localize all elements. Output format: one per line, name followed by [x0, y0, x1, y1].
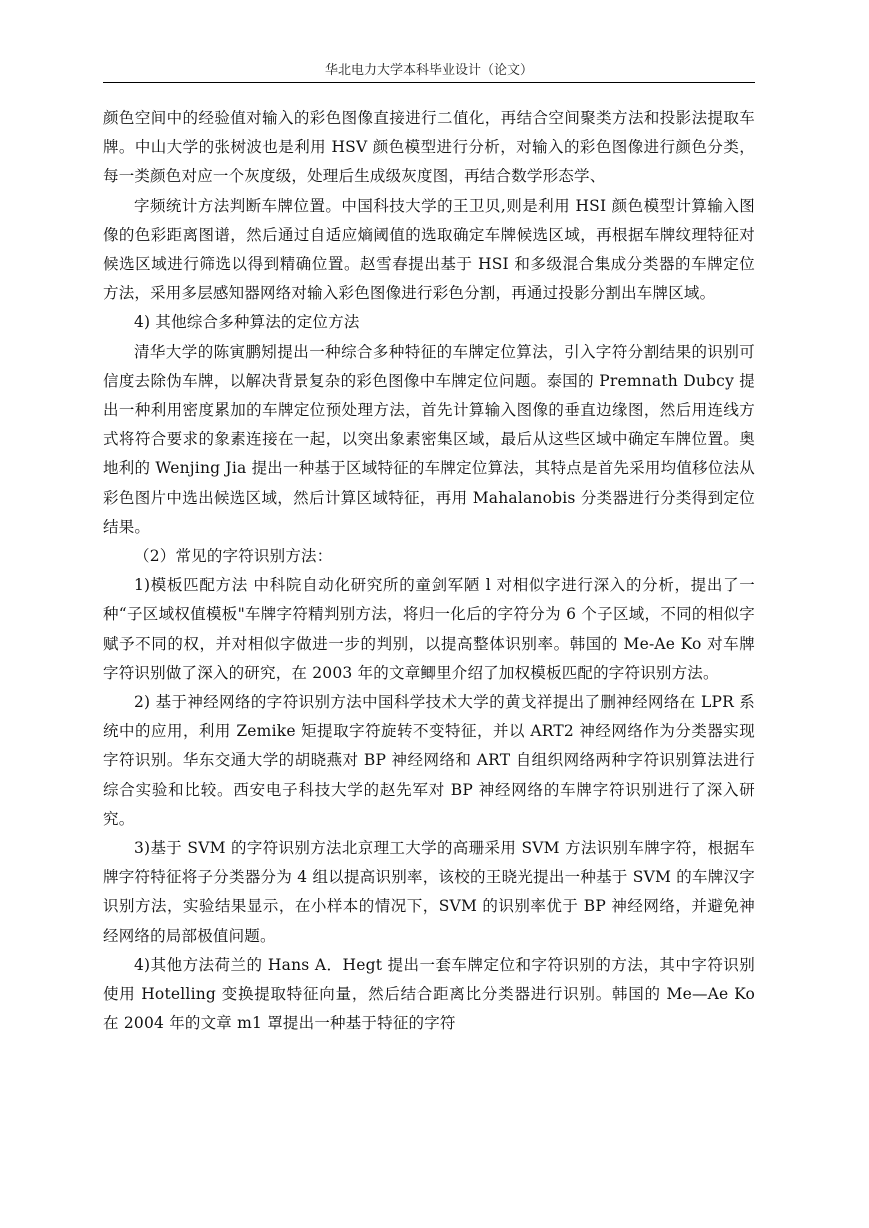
body-text [103, 104, 755, 1039]
paragraph: 1)模板匹配方法 中科院自动化研究所的童剑军陋 l 对相似字进行深入的分析，提出了一种“子区域权值模板"车牌字符精判别方法，将归一化后的字符分为 6 个子区域，不同的相似字赋予不同的权，并对相似字做进一步的判别，以提高整体识别率。韩国的 Me-Ae Ko 对车牌字符识别做了深入的研究，在 2003 年的文章鲫里介绍了加权模板匹配的字符识别方法。 [103, 576, 755, 682]
subheading-other-location-methods: 4) 其他综合多种算法的定位方法 [134, 313, 360, 332]
paragraph: 3)基于 SVM 的字符识别方法北京理工大学的高珊采用 SVM 方法识别车牌字符，根据车牌字符特征将子分类器分为 4 组以提高识别率，该校的王晓光提出一种基于 SVM 的车牌汉字识别方法，实验结果显示，在小样本的情况下，SVM 的识别率优于 BP 神经网络，并避免神经网络的局部极值问题。 [103, 839, 755, 945]
subheading-character-recognition: （2）常见的字符识别方法： [134, 547, 333, 566]
paragraph: 颜色空间中的经验值对输入的彩色图像直接进行二值化，再结合空间聚类方法和投影法提取车牌。中山大学的张树波也是利用 HSV 颜色模型进行分析，对输入的彩色图像进行颜色分类，每一类颜色对应一个灰度级，处理后生成级灰度图，再结合数学形态学、 [103, 109, 755, 186]
paragraph: 字频统计方法判断车牌位置。中国科技大学的王卫贝,则是利用 HSI 颜色模型计算输入图像的色彩距离图谱，然后通过自适应熵阈值的选取确定车牌候选区域，再根据车牌纹理特征对候选区域进行筛选以得到精确位置。赵雪春提出基于 HSI 和多级混合集成分类器的车牌定位方法，采用多层感知器网络对输入彩色图像进行彩色分割，再通过投影分割出车牌区域。 [103, 196, 755, 303]
header-divider [103, 82, 755, 83]
paragraph: 4)其他方法荷兰的 Hans A．Hegt 提出一套车牌定位和字符识别的方法，其中字符识别使用 Hotelling 变换提取特征向量，然后结合距离比分类器进行识别。韩国的 Me—Ae Ko 在 2004 年的文章 m1 罩提出一种基于特征的字符 [103, 955, 755, 1033]
paragraph: 2) 基于神经网络的字符识别方法中国科学技术大学的黄戈祥提出了删神经网络在 LPR 系统中的应用，利用 Zemike 矩提取字符旋转不变特征，并以 ART2 神经网络作为分类器实现字符识别。华东交通大学的胡晓燕对 BP 神经网络和 ART 自组织网络两种字符识别算法进行综合实验和比较。西安电子科技大学的赵先军对 BP 神经网络的车牌字符识别进行了深入研究。 [103, 693, 755, 828]
paragraph: 清华大学的陈寅鹏矧提出一种综合多种特征的车牌定位算法，引入字符分割结果的识别可信度去除伪车牌，以解决背景复杂的彩色图像中车牌定位问题。泰国的 Premnath Dubcy 提出一种利用密度累加的车牌定位预处理方法，首先计算输入图像的垂直边缘图，然后用连线方式将符合要求的象素连接在一起，以突出象素密集区域，最后从这些区域中确定车牌位置。奥地利的 Wenjing Jia 提出一种基于区域特征的车牌定位算法，其特点是首先采用均值移位法从彩色图片中选出候选区域，然后计算区域特征，再用 Mahalanobis 分类器进行分类得到定位结果。 [103, 342, 755, 536]
page-header-title: 华北电力大学本科毕业设计（论文） [324, 63, 533, 78]
